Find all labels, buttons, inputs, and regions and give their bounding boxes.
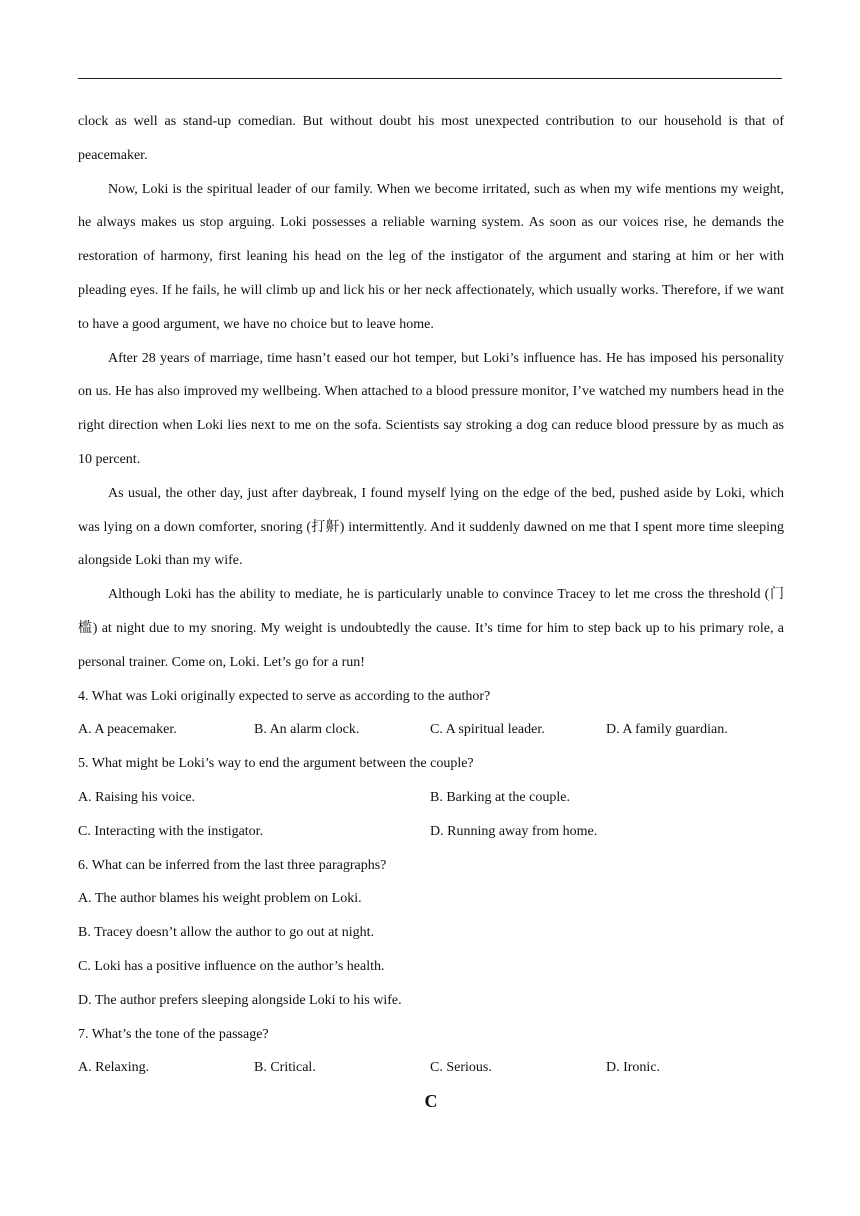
option-c: C. A spiritual leader. bbox=[430, 722, 545, 738]
option-c: C. Serious. bbox=[430, 1060, 492, 1076]
header-rule bbox=[78, 78, 782, 79]
option-a: A. A peacemaker. bbox=[78, 722, 177, 738]
option-d: D. A family guardian. bbox=[606, 722, 728, 738]
option-c: C. Loki has a positive influence on the author’s health. bbox=[78, 958, 385, 974]
question-6-stem: 6. What can be inferred from the last three paragraphs? bbox=[78, 857, 387, 873]
option-c: C. Interacting with the instigator. bbox=[78, 823, 264, 839]
option-b: B. Barking at the couple. bbox=[430, 789, 570, 805]
section-heading: C bbox=[424, 1091, 438, 1112]
option-b: B. Tracey doesn’t allow the author to go out at night. bbox=[78, 925, 375, 941]
question-4-options bbox=[78, 713, 784, 747]
option-d: D. Running away from home. bbox=[430, 823, 598, 839]
option-a: A. Raising his voice. bbox=[78, 789, 196, 805]
question-5-stem: 5. What might be Loki’s way to end the argument between the couple? bbox=[78, 756, 474, 772]
question-7-options bbox=[78, 1051, 784, 1085]
passage-paragraph: After 28 years of marriage, time hasn’t eased our hot temper, but Loki’s influence has. He has imposed his personality on us. He has also improved my wellbeing. When attached to a blood pressure monitor, I’ve watched my numbers head in the right direction when Loki lies next to me on the sofa. Scientists say stroking a dog can reduce blood pressure by as much as 10 percent. bbox=[78, 350, 784, 467]
option-a: A. Relaxing. bbox=[78, 1060, 150, 1076]
passage-paragraph: Although Loki has the ability to mediate, he is particularly unable to convince Tracey to let me cross the threshold (门槛) at night due to my snoring. My weight is undoubtedly the cause. It’s time for him to step back up to his primary role, a personal trainer. Come on, Loki. Let’s go for a run! bbox=[78, 587, 784, 670]
option-d: D. The author prefers sleeping alongside Loki to his wife. bbox=[78, 992, 402, 1008]
passage-paragraph: clock as well as stand-up comedian. But without doubt his most unexpected contribution to our household is that of peacemaker. bbox=[78, 114, 784, 163]
passage-paragraph: Now, Loki is the spiritual leader of our family. When we become irritated, such as when my wife mentions my weight, he always makes us stop arguing. Loki possesses a reliable warning system. As soon as our voices rise, he demands the restoration of harmony, first leaning his head on the leg of the instigator of the argument and staring at him or her with pleading eyes. If he fails, he will climb up and lick his or her neck affectionately, which usually works. Therefore, if we want to have a good argument, we have no choice but to leave home. bbox=[78, 181, 784, 332]
question-5-options-row-1 bbox=[78, 781, 784, 815]
option-d: D. Ironic. bbox=[606, 1060, 661, 1076]
option-a: A. The author blames his weight problem on Loki. bbox=[78, 891, 362, 907]
option-b: B. An alarm clock. bbox=[254, 722, 360, 738]
passage-paragraph: As usual, the other day, just after daybreak, I found myself lying on the edge of the bed, pushed aside by Loki, which was lying on a down comforter, snoring (打鼾) intermittently. And it suddenly dawned on me that I spent more time sleeping alongside Loki than my wife. bbox=[78, 485, 784, 569]
question-4-stem: 4. What was Loki originally expected to serve as according to the author? bbox=[78, 688, 491, 704]
question-7-stem: 7. What’s the tone of the passage? bbox=[78, 1026, 269, 1042]
question-5-options-row-2 bbox=[78, 815, 784, 849]
option-b: B. Critical. bbox=[254, 1060, 316, 1076]
page-content bbox=[78, 105, 784, 1119]
